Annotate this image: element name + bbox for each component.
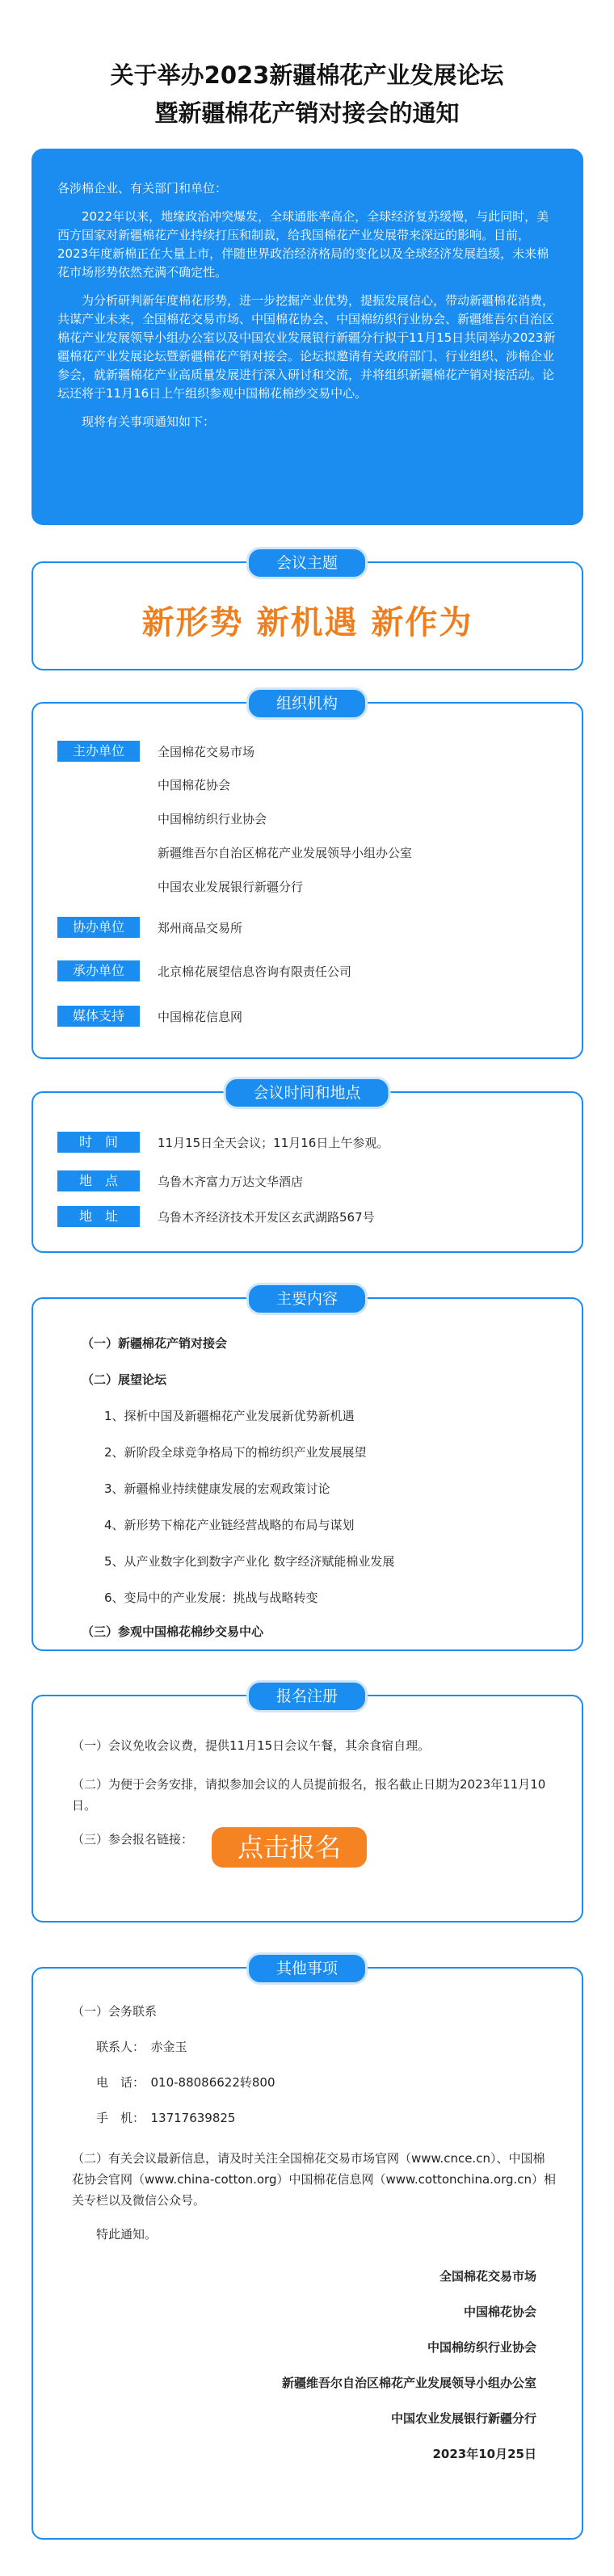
section-label-other: 其他事项	[246, 1952, 368, 1985]
content-sub-3: 3、新疆棉业持续健康发展的宏观政策讨论	[104, 1481, 330, 1496]
intro-paragraph-3: 现将有关事项通知如下：	[82, 414, 216, 429]
page-title	[0, 0, 614, 132]
intro-panel	[32, 149, 583, 525]
registration-p3: （三）参会报名链接：	[72, 1832, 194, 1847]
undertake-row	[57, 960, 351, 981]
sign-org-3: 中国棉纺织行业协会	[427, 2340, 536, 2355]
time-tag: 时 间	[57, 1132, 140, 1153]
host-4: 新疆维吾尔自治区棉花产业发展领导小组办公室	[158, 846, 413, 860]
section-label-theme: 会议主题	[246, 547, 368, 579]
theme-slogan: 新形势 新机遇 新作为	[141, 604, 473, 641]
address-value: 乌鲁木齐经济技术开发区玄武湖路567号	[158, 1209, 375, 1225]
register-button[interactable]: 点击报名	[212, 1827, 367, 1868]
media-tag: 媒体支持	[57, 1006, 140, 1027]
contact-person: 联系人： 赤金玉	[96, 2040, 187, 2054]
section-label-registration: 报名注册	[246, 1680, 368, 1712]
content-box	[32, 1297, 583, 1651]
registration-box	[32, 1695, 583, 1923]
section-label-organization: 组织机构	[246, 687, 368, 720]
media-org: 中国棉花信息网	[158, 1009, 243, 1024]
registration-p2: （二）为便于会务安排，请拟参加会议的人员提前报名，报名截止日期为2023年11月10日。	[72, 1777, 546, 1813]
sign-org-2: 中国棉花协会	[463, 2305, 536, 2319]
sign-org-4: 新疆维吾尔自治区棉花产业发展领导小组办公室	[281, 2376, 536, 2390]
address-tag: 地 址	[57, 1206, 140, 1227]
time-place-box	[32, 1091, 583, 1253]
content-item-1: （一）新疆棉花产销对接会	[82, 1336, 228, 1351]
contact-mobile: 手 机： 13717639825	[96, 2111, 236, 2125]
section-label-time-place: 会议时间和地点	[223, 1077, 390, 1109]
place-row	[57, 1170, 303, 1191]
other-box	[32, 1967, 583, 2540]
time-value: 11月15日全天会议；11月16日上午参观。	[158, 1135, 389, 1150]
section-label-content: 主要内容	[246, 1283, 368, 1315]
intro-paragraph-1: 2022年以来，地缘政治冲突爆发，全球通胀率高企，全球经济复苏缓慢，与此同时，美西方国家对新疆棉花产业持续打压和制裁，给我国棉花产业发展带来深远的影响。目前，2023年度新棉正在大量上市，伴随世界政治经济格局的变化以及全球经济发展趋缓，未来棉花市场形势依然充满不确定性。	[57, 209, 549, 279]
host-1: 全国棉花交易市场	[158, 744, 255, 759]
co-org: 郑州商品交易所	[158, 920, 243, 935]
content-sub-6: 6、变局中的产业发展：挑战与战略转变	[104, 1591, 318, 1605]
undertake-org: 北京棉花展望信息咨询有限责任公司	[158, 964, 352, 979]
registration-p1: （一）会议免收会议费，提供11月15日会议午餐，其余食宿自理。	[72, 1738, 431, 1753]
sign-date: 2023年10月25日	[432, 2447, 536, 2461]
sign-org-5: 中国农业发展银行新疆分行	[390, 2411, 536, 2426]
closing: 特此通知。	[96, 2227, 158, 2242]
co-tag: 协办单位	[57, 917, 140, 938]
contact-phone: 电 话： 010-88086622转800	[96, 2075, 275, 2090]
place-tag: 地 点	[57, 1170, 140, 1191]
content-item-3: （三）参观中国棉花棉纱交易中心	[82, 1624, 264, 1639]
host-3: 中国棉纺织行业协会	[158, 812, 267, 826]
content-sub-4: 4、新形势下棉花产业链经营战略的布局与谋划	[104, 1518, 355, 1532]
address-row	[57, 1206, 375, 1227]
content-sub-2: 2、新阶段全球竞争格局下的棉纺织产业发展展望	[104, 1445, 367, 1460]
host-2: 中国棉花协会	[158, 778, 231, 792]
sign-org-1: 全国棉花交易市场	[439, 2269, 536, 2284]
co-row	[57, 917, 242, 938]
contact-title: （一）会务联系	[72, 2004, 158, 2019]
organization-box	[32, 702, 583, 1059]
host-5: 中国农业发展银行新疆分行	[158, 880, 304, 894]
content-sub-5: 5、从产业数字化到数字产业化 数字经济赋能棉业发展	[104, 1554, 395, 1569]
media-row	[57, 1006, 242, 1027]
time-row	[57, 1132, 389, 1153]
undertake-tag: 承办单位	[57, 960, 140, 981]
intro-paragraph-2: 为分析研判新年度棉花形势，进一步挖掘产业优势，提振发展信心，带动新疆棉花消费，共谋产业未来，全国棉花交易市场、中国棉花协会、中国棉纺织行业协会、新疆维吾尔自治区棉花产业发展领导小组办公室以及中国农业发展银行新疆分行拟于11月15日共同举办2023新疆棉花产业发展论坛暨新疆棉花产销对接会。论坛拟邀请有关政府部门、行业组织、涉棉企业参会，就新疆棉花产业高质量发展进行深入研讨和交流，并将组织新疆棉花产销对接活动。论坛还将于11月16日上午组织参观中国棉花棉纱交易中心。	[57, 293, 556, 401]
place-value: 乌鲁木齐富力万达文华酒店	[158, 1174, 304, 1189]
greeting: 各涉棉企业、有关部门和单位：	[57, 181, 228, 195]
title-line-2: 暨新疆棉花产销对接会的通知	[154, 99, 460, 127]
title-line-1: 关于举办2023新疆棉花产业发展论坛	[110, 61, 504, 89]
content-sub-1: 1、探析中国及新疆棉花产业发展新优势新机遇	[104, 1409, 355, 1423]
content-item-2: （二）展望论坛	[82, 1372, 167, 1387]
host-tag: 主办单位	[57, 741, 140, 762]
host-row	[57, 741, 254, 762]
other-p2: （二）有关会议最新信息，请及时关注全国棉花交易市场官网（www.cncе.cn）、中国棉花协会官网（www.china-cotton.org）中国棉花信息网（www.cottonchina.org.cn）相关专栏以及微信公众号。	[72, 2151, 557, 2208]
